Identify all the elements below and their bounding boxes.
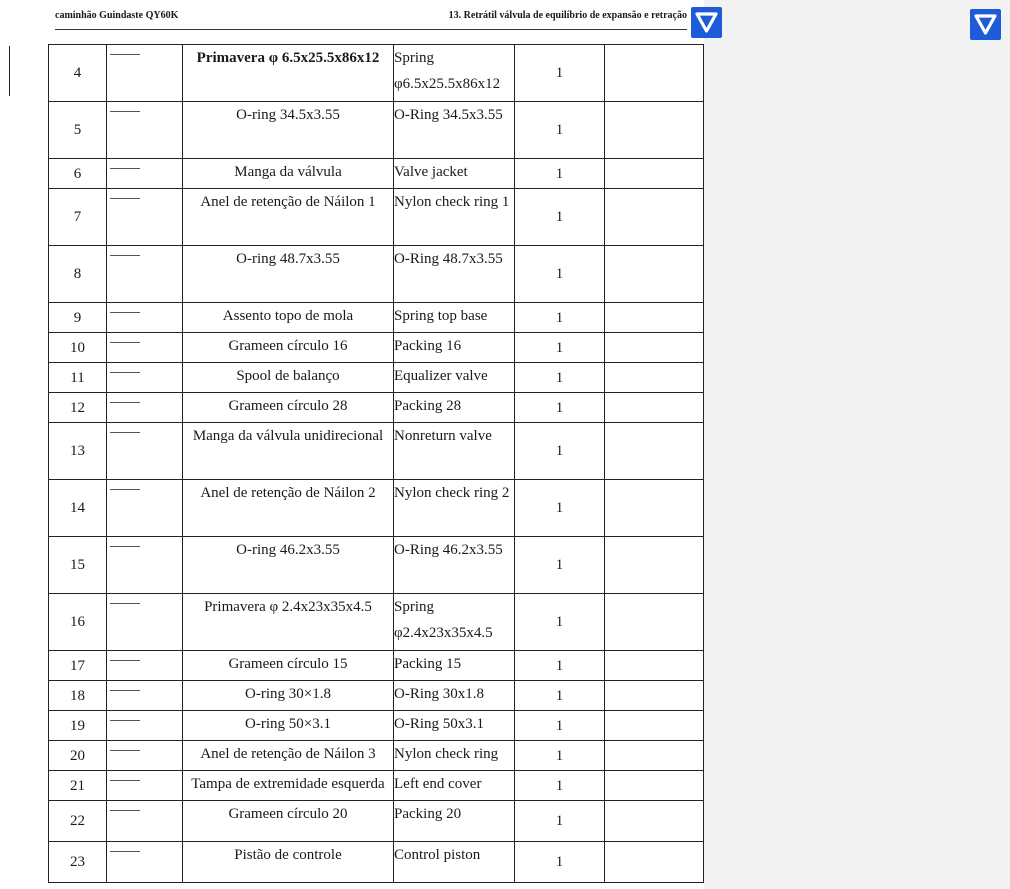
dash-line — [110, 750, 140, 751]
table-row — [49, 423, 704, 480]
remarks — [605, 393, 704, 423]
part-name-pt: Pistão de controle — [183, 842, 394, 883]
row-number: 23 — [49, 842, 107, 883]
part-code — [107, 363, 183, 393]
quantity: 1 — [515, 393, 605, 423]
remarks — [605, 771, 704, 801]
part-code — [107, 771, 183, 801]
remarks — [605, 102, 704, 159]
table-row — [49, 741, 704, 771]
quantity: 1 — [515, 363, 605, 393]
row-number: 7 — [49, 189, 107, 246]
part-name-en: Left end cover — [394, 771, 515, 801]
part-code — [107, 246, 183, 303]
part-name-pt: Manga da válvula unidirecional — [183, 423, 394, 480]
row-number: 17 — [49, 651, 107, 681]
table-row — [49, 393, 704, 423]
table-row — [49, 681, 704, 711]
xcmg-logo-icon — [691, 7, 722, 38]
part-name-pt: Manga da válvula — [183, 159, 394, 189]
part-code — [107, 681, 183, 711]
remarks — [605, 189, 704, 246]
quantity: 1 — [515, 333, 605, 363]
part-code — [107, 842, 183, 883]
part-name-en: Packing 16 — [394, 333, 515, 363]
part-name-pt: Grameen círculo 28 — [183, 393, 394, 423]
part-code — [107, 801, 183, 842]
part-name-pt: O-ring 48.7x3.55 — [183, 246, 394, 303]
quantity: 1 — [515, 246, 605, 303]
table-row — [49, 537, 704, 594]
part-name-en: Nonreturn valve — [394, 423, 515, 480]
part-name-en: Nylon check ring 2 — [394, 480, 515, 537]
header-title-left: caminhão Guindaste QY60K — [55, 10, 179, 21]
remarks — [605, 333, 704, 363]
quantity: 1 — [515, 594, 605, 651]
part-name-en: Equalizer valve — [394, 363, 515, 393]
table-row — [49, 771, 704, 801]
row-number: 18 — [49, 681, 107, 711]
quantity: 1 — [515, 537, 605, 594]
part-name-pt: Spool de balanço — [183, 363, 394, 393]
part-name-en: O-Ring 30x1.8 — [394, 681, 515, 711]
part-name-pt: Anel de retenção de Náilon 2 — [183, 480, 394, 537]
quantity: 1 — [515, 711, 605, 741]
dash-line — [110, 372, 140, 373]
part-name-en: Packing 28 — [394, 393, 515, 423]
table-row — [49, 651, 704, 681]
row-number: 12 — [49, 393, 107, 423]
quantity: 1 — [515, 45, 605, 102]
quantity: 1 — [515, 189, 605, 246]
table-row — [49, 363, 704, 393]
row-number: 4 — [49, 45, 107, 102]
table-row — [49, 333, 704, 363]
part-name-en: Valve jacket — [394, 159, 515, 189]
dash-line — [110, 342, 140, 343]
dash-line — [110, 810, 140, 811]
row-number: 14 — [49, 480, 107, 537]
part-name-en: Spring φ6.5x25.5x86x12 — [394, 45, 515, 102]
dash-line — [110, 198, 140, 199]
part-code — [107, 480, 183, 537]
dash-line — [110, 489, 140, 490]
xcmg-logo-icon — [970, 9, 1001, 40]
row-number: 6 — [49, 159, 107, 189]
remarks — [605, 801, 704, 842]
part-name-pt: Grameen círculo 15 — [183, 651, 394, 681]
quantity: 1 — [515, 651, 605, 681]
part-name-pt: O-ring 50×3.1 — [183, 711, 394, 741]
remarks — [605, 741, 704, 771]
quantity: 1 — [515, 159, 605, 189]
part-name-en: O-Ring 46.2x3.55 — [394, 537, 515, 594]
part-name-pt: Anel de retenção de Náilon 3 — [183, 741, 394, 771]
part-name-pt: Anel de retenção de Náilon 1 — [183, 189, 394, 246]
part-code — [107, 303, 183, 333]
remarks — [605, 711, 704, 741]
part-code — [107, 333, 183, 363]
dash-line — [110, 780, 140, 781]
table-row — [49, 189, 704, 246]
part-name-en: Packing 20 — [394, 801, 515, 842]
remarks — [605, 681, 704, 711]
part-name-en: O-Ring 48.7x3.55 — [394, 246, 515, 303]
row-number: 16 — [49, 594, 107, 651]
quantity: 1 — [515, 771, 605, 801]
dash-line — [110, 168, 140, 169]
part-name-en: Packing 15 — [394, 651, 515, 681]
dash-line — [110, 111, 140, 112]
remarks — [605, 303, 704, 333]
remarks — [605, 363, 704, 393]
dash-line — [110, 255, 140, 256]
table-row — [49, 159, 704, 189]
row-number: 10 — [49, 333, 107, 363]
quantity: 1 — [515, 480, 605, 537]
right-gray-margin — [704, 0, 1010, 889]
remarks — [605, 594, 704, 651]
part-name-en: Nylon check ring — [394, 741, 515, 771]
table-row — [49, 45, 704, 102]
quantity: 1 — [515, 423, 605, 480]
row-number: 9 — [49, 303, 107, 333]
table-row — [49, 594, 704, 651]
table-row — [49, 711, 704, 741]
part-code — [107, 159, 183, 189]
row-number: 21 — [49, 771, 107, 801]
table-row — [49, 303, 704, 333]
row-number: 19 — [49, 711, 107, 741]
part-name-pt: Grameen círculo 16 — [183, 333, 394, 363]
quantity: 1 — [515, 303, 605, 333]
remarks — [605, 537, 704, 594]
part-name-pt: Assento topo de mola — [183, 303, 394, 333]
row-number: 20 — [49, 741, 107, 771]
dash-line — [110, 402, 140, 403]
dash-line — [110, 312, 140, 313]
part-name-en: O-Ring 50x3.1 — [394, 711, 515, 741]
remarks — [605, 480, 704, 537]
part-name-pt: O-ring 34.5x3.55 — [183, 102, 394, 159]
page-header — [55, 9, 687, 30]
part-code — [107, 537, 183, 594]
quantity: 1 — [515, 801, 605, 842]
header-title-right: 13. Retrátil válvula de equilíbrio de expansão e retração — [448, 10, 687, 21]
row-number: 5 — [49, 102, 107, 159]
dash-line — [110, 851, 140, 852]
part-name-pt: Tampa de extremidade esquerda — [183, 771, 394, 801]
table-row — [49, 801, 704, 842]
remarks — [605, 246, 704, 303]
remarks — [605, 842, 704, 883]
part-name-en: Control piston — [394, 842, 515, 883]
part-name-pt: O-ring 46.2x3.55 — [183, 537, 394, 594]
quantity: 1 — [515, 741, 605, 771]
part-code — [107, 189, 183, 246]
remarks — [605, 423, 704, 480]
margin-line — [9, 46, 10, 96]
row-number: 15 — [49, 537, 107, 594]
row-number: 22 — [49, 801, 107, 842]
part-code — [107, 594, 183, 651]
dash-line — [110, 54, 140, 55]
row-number: 13 — [49, 423, 107, 480]
remarks — [605, 45, 704, 102]
dash-line — [110, 432, 140, 433]
dash-line — [110, 720, 140, 721]
part-code — [107, 102, 183, 159]
part-code — [107, 45, 183, 102]
part-name-pt: O-ring 30×1.8 — [183, 681, 394, 711]
part-name-pt: Grameen círculo 20 — [183, 801, 394, 842]
quantity: 1 — [515, 842, 605, 883]
part-name-en: O-Ring 34.5x3.55 — [394, 102, 515, 159]
dash-line — [110, 690, 140, 691]
parts-table — [48, 44, 704, 883]
table-row — [49, 102, 704, 159]
dash-line — [110, 603, 140, 604]
part-code — [107, 741, 183, 771]
part-code — [107, 423, 183, 480]
part-code — [107, 393, 183, 423]
part-code — [107, 711, 183, 741]
remarks — [605, 651, 704, 681]
dash-line — [110, 660, 140, 661]
part-name-en: Spring φ2.4x23x35x4.5 — [394, 594, 515, 651]
row-number: 11 — [49, 363, 107, 393]
remarks — [605, 159, 704, 189]
part-name-pt: Primavera φ 6.5x25.5x86x12 — [183, 45, 394, 102]
part-code — [107, 651, 183, 681]
table-row — [49, 842, 704, 883]
quantity: 1 — [515, 681, 605, 711]
quantity: 1 — [515, 102, 605, 159]
table-row — [49, 246, 704, 303]
table-row — [49, 480, 704, 537]
dash-line — [110, 546, 140, 547]
part-name-en: Nylon check ring 1 — [394, 189, 515, 246]
row-number: 8 — [49, 246, 107, 303]
part-name-en: Spring top base — [394, 303, 515, 333]
part-name-pt: Primavera φ 2.4x23x35x4.5 — [183, 594, 394, 651]
